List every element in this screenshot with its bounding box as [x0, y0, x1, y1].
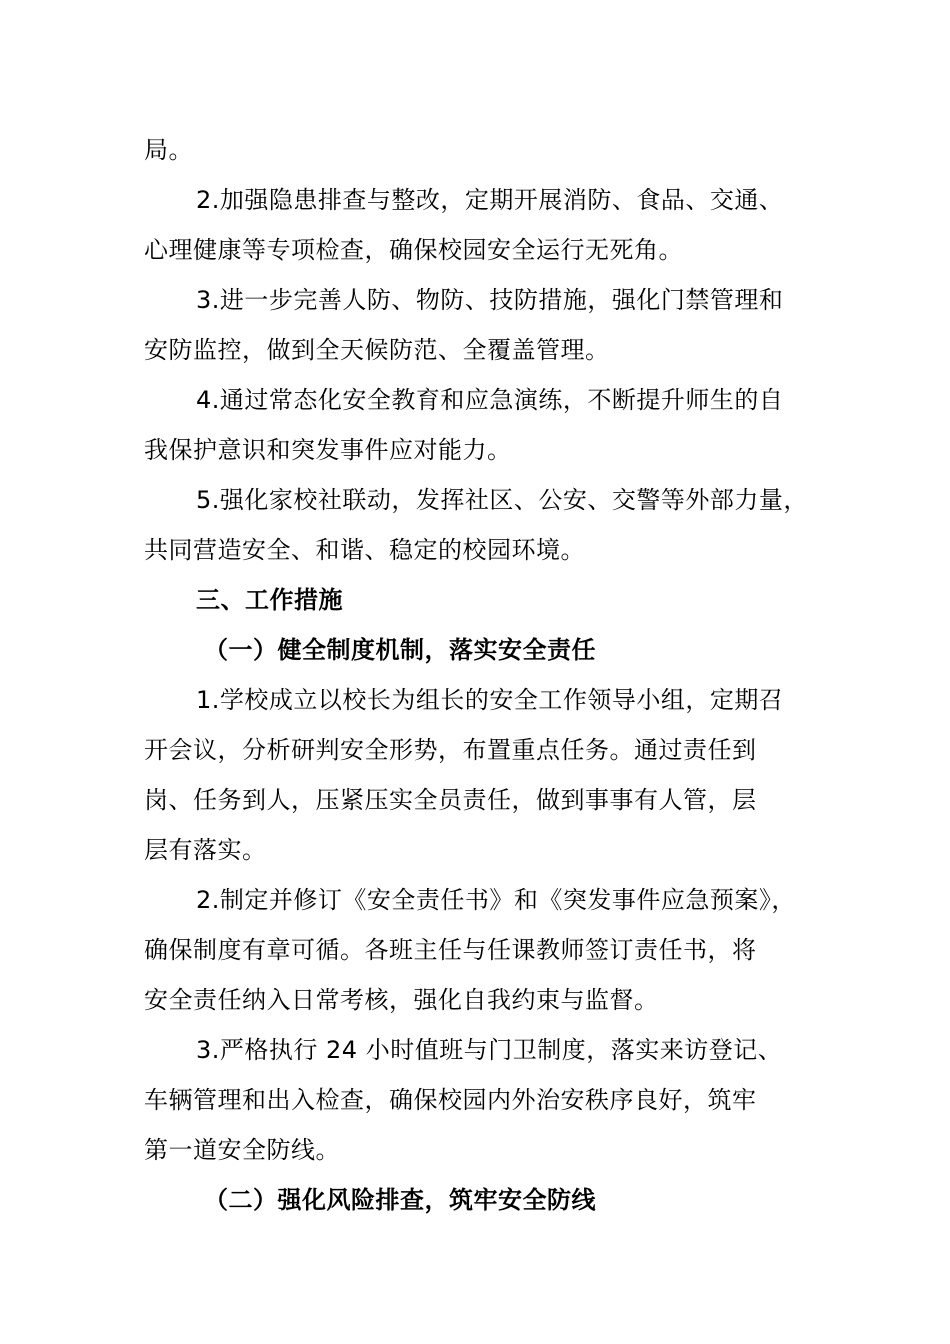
paragraph-line: 车辆管理和出入检查，确保校园内外治安秩序良好，筑牢	[144, 1086, 757, 1114]
subsection-heading: （一）健全制度机制，落实安全责任	[204, 636, 596, 664]
paragraph-line: 确保制度有章可循。各班主任与任课教师签订责任书，将	[144, 936, 757, 964]
paragraph-line: 我保护意识和突发事件应对能力。	[144, 436, 512, 464]
subsection-heading: （二）强化风险排查，筑牢安全防线	[204, 1186, 596, 1214]
paragraph-line: 1.学校成立以校长为组长的安全工作领导小组，定期召	[196, 686, 784, 714]
paragraph-line: 4.通过常态化安全教育和应急演练，不断提升师生的自	[196, 386, 784, 414]
paragraph-line: 局。	[144, 136, 193, 164]
paragraph-line: 开会议，分析研判安全形势，布置重点任务。通过责任到	[144, 736, 757, 764]
section-heading: 三、工作措施	[196, 586, 343, 614]
paragraph-line: 岗、任务到人，压紧压实全员责任，做到事事有人管，层	[144, 786, 757, 814]
paragraph-line: 共同营造安全、和谐、稳定的校园环境。	[144, 536, 585, 564]
paragraph-line: 2.制定并修订《安全责任书》和《突发事件应急预案》，	[196, 886, 796, 914]
paragraph-line: 2.加强隐患排查与整改，定期开展消防、食品、交通、	[196, 186, 784, 214]
paragraph-line: 3.严格执行 24 小时值班与门卫制度，落实来访登记、	[196, 1036, 783, 1064]
paragraph-line: 安防监控，做到全天候防范、全覆盖管理。	[144, 336, 610, 364]
paragraph-line: 3.进一步完善人防、物防、技防措施，强化门禁管理和	[196, 286, 784, 314]
paragraph-line: 第一道安全防线。	[144, 1136, 340, 1164]
paragraph-line: 安全责任纳入日常考核，强化自我约束与监督。	[144, 986, 659, 1014]
paragraph-line: 心理健康等专项检查，确保校园安全运行无死角。	[144, 236, 683, 264]
paragraph-line: 层有落实。	[144, 836, 267, 864]
paragraph-line: 5.强化家校社联动，发挥社区、公安、交警等外部力量，	[196, 486, 808, 514]
